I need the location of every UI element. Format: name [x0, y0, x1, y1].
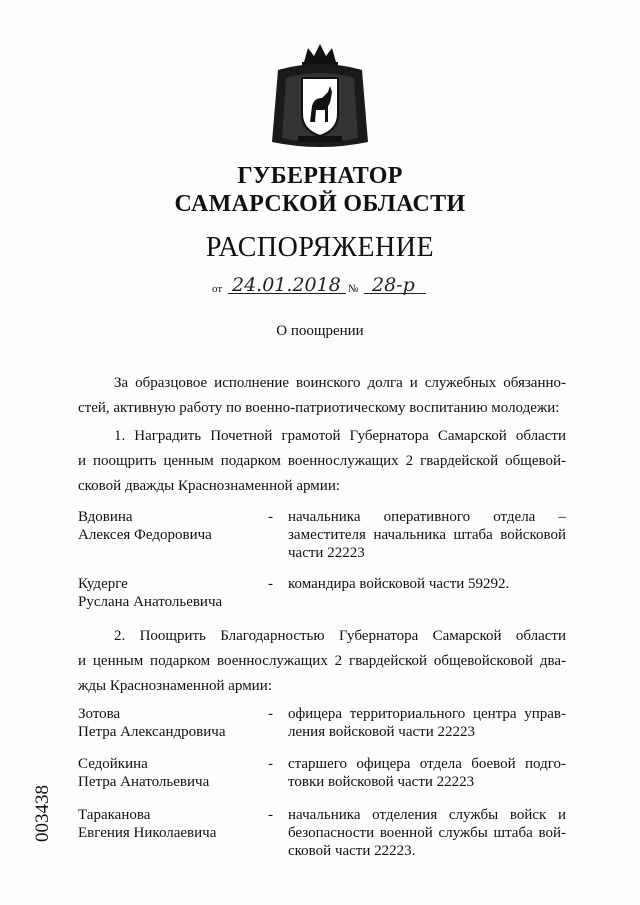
- coat-of-arms-icon: [268, 40, 372, 152]
- awardee-position: начальника оперативного отдела – заместителя начальника штаба войсковой части 22223: [288, 509, 566, 561]
- issuer-title-line1: ГУБЕРНАТОР: [237, 163, 403, 189]
- awardee-name: Седойкина Петра Анатольевича: [78, 756, 210, 790]
- document-type: РАСПОРЯЖЕНИЕ: [205, 232, 435, 263]
- awardee-name: Кудерге Руслана Анатольевича: [78, 576, 223, 610]
- awardee-position: офицера территориального центра управ- ления войсковой части 22223: [288, 706, 566, 740]
- number-label: №: [348, 283, 359, 295]
- awardee-position: старшего офицера отдела боевой подго- товки войсковой части 22223: [288, 756, 566, 790]
- awardee-name: Вдовина Алексея Федоровича: [78, 509, 212, 543]
- intro-paragraph: За образцовое исполнение воинского долга и служебных обязанно- стей, активную работу по военно-патриотическому воспитанию молодежи:: [78, 375, 566, 416]
- awardee-position: командира войсковой части 59292.: [288, 576, 510, 592]
- item-1-paragraph: 1. Наградить Почетной грамотой Губернатора Самарской области и поощрить ценным подарком военнослужащих 2 гвардейской общевой- сковой дважды Краснознаменной армии:: [78, 428, 566, 494]
- awardee-position: начальника отделения службы войск и безопасности военной службы штаба вой- сковой части 22223.: [288, 807, 566, 859]
- awardee-name: Зотова Петра Александровича: [78, 706, 226, 740]
- issuer-title-line2: САМАРСКОЙ ОБЛАСТИ: [174, 191, 466, 217]
- handwritten-number: 28-р: [372, 274, 415, 296]
- handwritten-date: 24.01.2018: [232, 274, 341, 296]
- item-2-paragraph: 2. Поощрить Благодарностью Губернатора Самарской области и ценным подарком военнослужащих 2 гвардейской общевойсковой два- жды Краснознаменной армии:: [78, 628, 566, 694]
- date-from-label: от: [212, 283, 223, 295]
- registration-number: 003438: [32, 785, 53, 842]
- document-subject: О поощрении: [276, 323, 364, 339]
- awardee-name: Тараканова Евгения Николаевича: [78, 807, 217, 841]
